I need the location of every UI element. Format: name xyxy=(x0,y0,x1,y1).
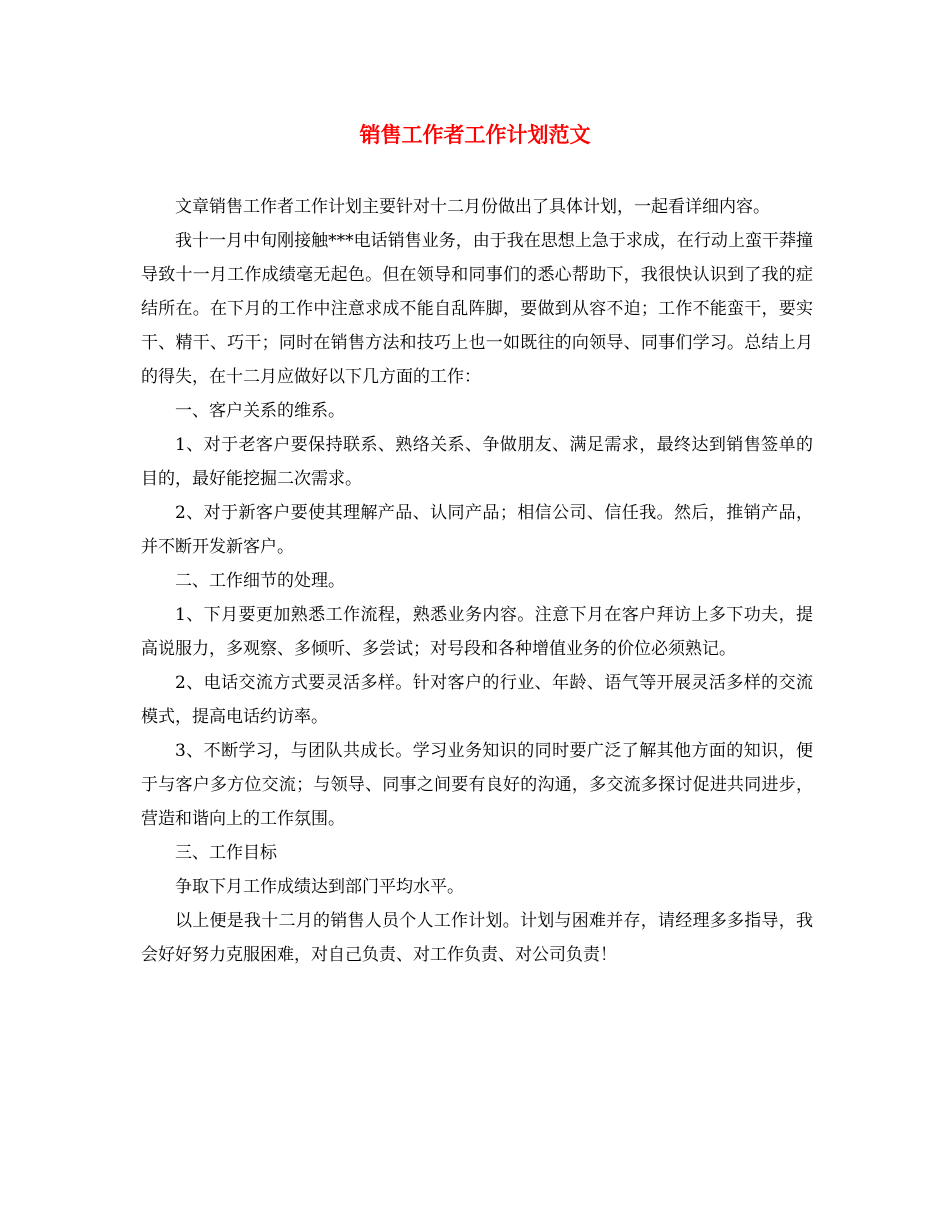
paragraph-new-customers: 2、对于新客户要使其理解产品、认同产品；相信公司、信任我。然后，推销产品，并不断开发新客户。 xyxy=(141,503,813,557)
paragraph-goal: 争取下月工作成绩达到部门平均水平。 xyxy=(175,877,464,897)
paragraph-background: 我十一月中旬刚接触***电话销售业务，由于我在思想上急于求成，在行动上蛮干莽撞导致十一月工作成绩毫无起色。但在领导和同事们的悉心帮助下，我很快认识到了我的症结所在。在下月的工作中注意求成不能自乱阵脚，要做到从容不迫；工作不能蛮干，要实干、精干、巧干；同时在销售方法和技巧上也一如既往的向领导、同事们学习。总结上月的得失，在十二月应做好以下几方面的工作： xyxy=(141,231,813,387)
document-body xyxy=(141,190,813,972)
paragraph-phone-communication: 2、电话交流方式要灵活多样。针对客户的行业、年龄、语气等开展灵活多样的交流模式，提高电话约访率。 xyxy=(141,673,813,727)
section-heading-work-goal: 三、工作目标 xyxy=(175,843,277,863)
paragraph-intro: 文章销售工作者工作计划主要针对十二月份做出了具体计划，一起看详细内容。 xyxy=(175,197,770,217)
paragraph-workflow: 1、下月要更加熟悉工作流程，熟悉业务内容。注意下月在客户拜访上多下功夫，提高说服力，多观察、多倾听、多尝试；对号段和各种增值业务的价位必须熟记。 xyxy=(141,605,813,659)
paragraph-learning: 3、不断学习，与团队共成长。学习业务知识的同时要广泛了解其他方面的知识，便于与客户多方位交流；与领导、同事之间要有良好的沟通，多交流多探讨促进共同进步，营造和谐向上的工作氛围。 xyxy=(141,741,813,829)
paragraph-closing: 以上便是我十二月的销售人员个人工作计划。计划与困难并存，请经理多多指导，我会好好努力克服困难，对自己负责、对工作负责、对公司负责！ xyxy=(141,911,813,965)
paragraph-old-customers: 1、对于老客户要保持联系、熟络关系、争做朋友、满足需求，最终达到销售签单的目的，最好能挖掘二次需求。 xyxy=(141,435,813,489)
document-title: 销售工作者工作计划范文 xyxy=(359,122,591,147)
section-heading-customer-relations: 一、客户关系的维系。 xyxy=(175,401,345,421)
section-heading-work-details: 二、工作细节的处理。 xyxy=(175,571,345,591)
